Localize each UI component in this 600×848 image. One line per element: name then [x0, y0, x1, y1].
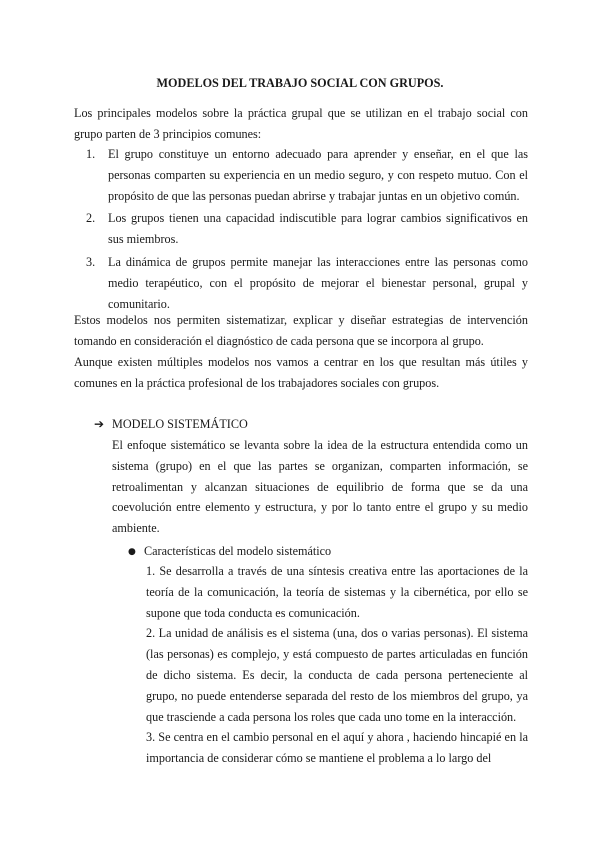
- section-heading: [94, 414, 248, 435]
- list-item-text: La dinámica de grupos permite manejar las interacciones entre las personas como medio terapéutico, con el propósito de mejorar el bienestar personal, grupal y comunitario.: [108, 254, 528, 311]
- principles-list: [86, 144, 528, 316]
- list-number: 3.: [86, 254, 96, 269]
- section-body-paragraph: El enfoque sistemático se levanta sobre la idea de la estructura entendida como un sistema (grupo) en el que las partes se organizan, comparten información, se retroalimentan y alcanzan situaciones de equilibrio de forma que se da una coevolución entre elemento y estructura, y por lo tanto entre el grupo y su medio ambiente.: [112, 438, 528, 536]
- section-heading-text: MODELO SISTEMÁTICO: [112, 417, 248, 431]
- characteristic-item: 1. Se desarrolla a través de una síntesis creativa entre las aportaciones de la teoría de la comunicación, la teoría de sistemas y la cibernética, por ello se supone que toda conducta es comunicación.: [146, 564, 528, 620]
- bullet-heading-text: Características del modelo sistemático: [144, 544, 332, 558]
- list-item: [86, 144, 528, 206]
- models-paragraph: Estos modelos nos permiten sistematizar, explicar y diseñar estrategias de intervención tomando en consideración el diagnóstico de cada persona que se incorpora al grupo.: [74, 313, 528, 348]
- characteristics-list: [146, 561, 528, 769]
- list-item: [86, 252, 528, 314]
- list-number: 2.: [86, 211, 96, 226]
- document-title: MODELOS DEL TRABAJO SOCIAL CON GRUPOS.: [156, 76, 444, 90]
- list-item-text: El grupo constituye un entorno adecuado para aprender y enseñar, en el que las personas comparten su experiencia en un medio seguro, y con respeto mutuo. Con el propósito de que las personas puedan abrirse y trabajar juntas en un objetivo común.: [108, 147, 528, 203]
- arrow-icon: ➔: [94, 417, 105, 431]
- bullet-icon: ●: [128, 547, 136, 557]
- list-number: 1.: [86, 147, 96, 161]
- list-item-text: Los grupos tienen una capacidad indiscutible para lograr cambios significativos en sus miembros.: [108, 211, 528, 247]
- characteristic-item: 2. La unidad de análisis es el sistema (una, dos o varias personas). El sistema (las personas) es complejo, y está compuesto de partes articuladas en función de dicho sistema. Es decir, la conducta de cada persona perteneciente al grupo, no puede entenderse separada del resto de los miembros del grupo, ya que trasciende a cada persona los roles que cada uno tome en la interacción.: [146, 626, 528, 724]
- bullet-heading: [128, 541, 331, 563]
- intro-paragraph: Los principales modelos sobre la práctica grupal que se utilizan en el trabajo social con grupo parten de 3 principios comunes:: [74, 106, 528, 141]
- list-item: [86, 208, 528, 250]
- characteristic-item: 3. Se centra en el cambio personal en el aquí y ahora , haciendo hincapié en la importancia de considerar cómo se mantiene el problema a lo largo del: [146, 730, 528, 766]
- focus-paragraph: Aunque existen múltiples modelos nos vamos a centrar en los que resultan más útiles y comunes en la práctica profesional de los trabajadores sociales con grupos.: [74, 355, 528, 390]
